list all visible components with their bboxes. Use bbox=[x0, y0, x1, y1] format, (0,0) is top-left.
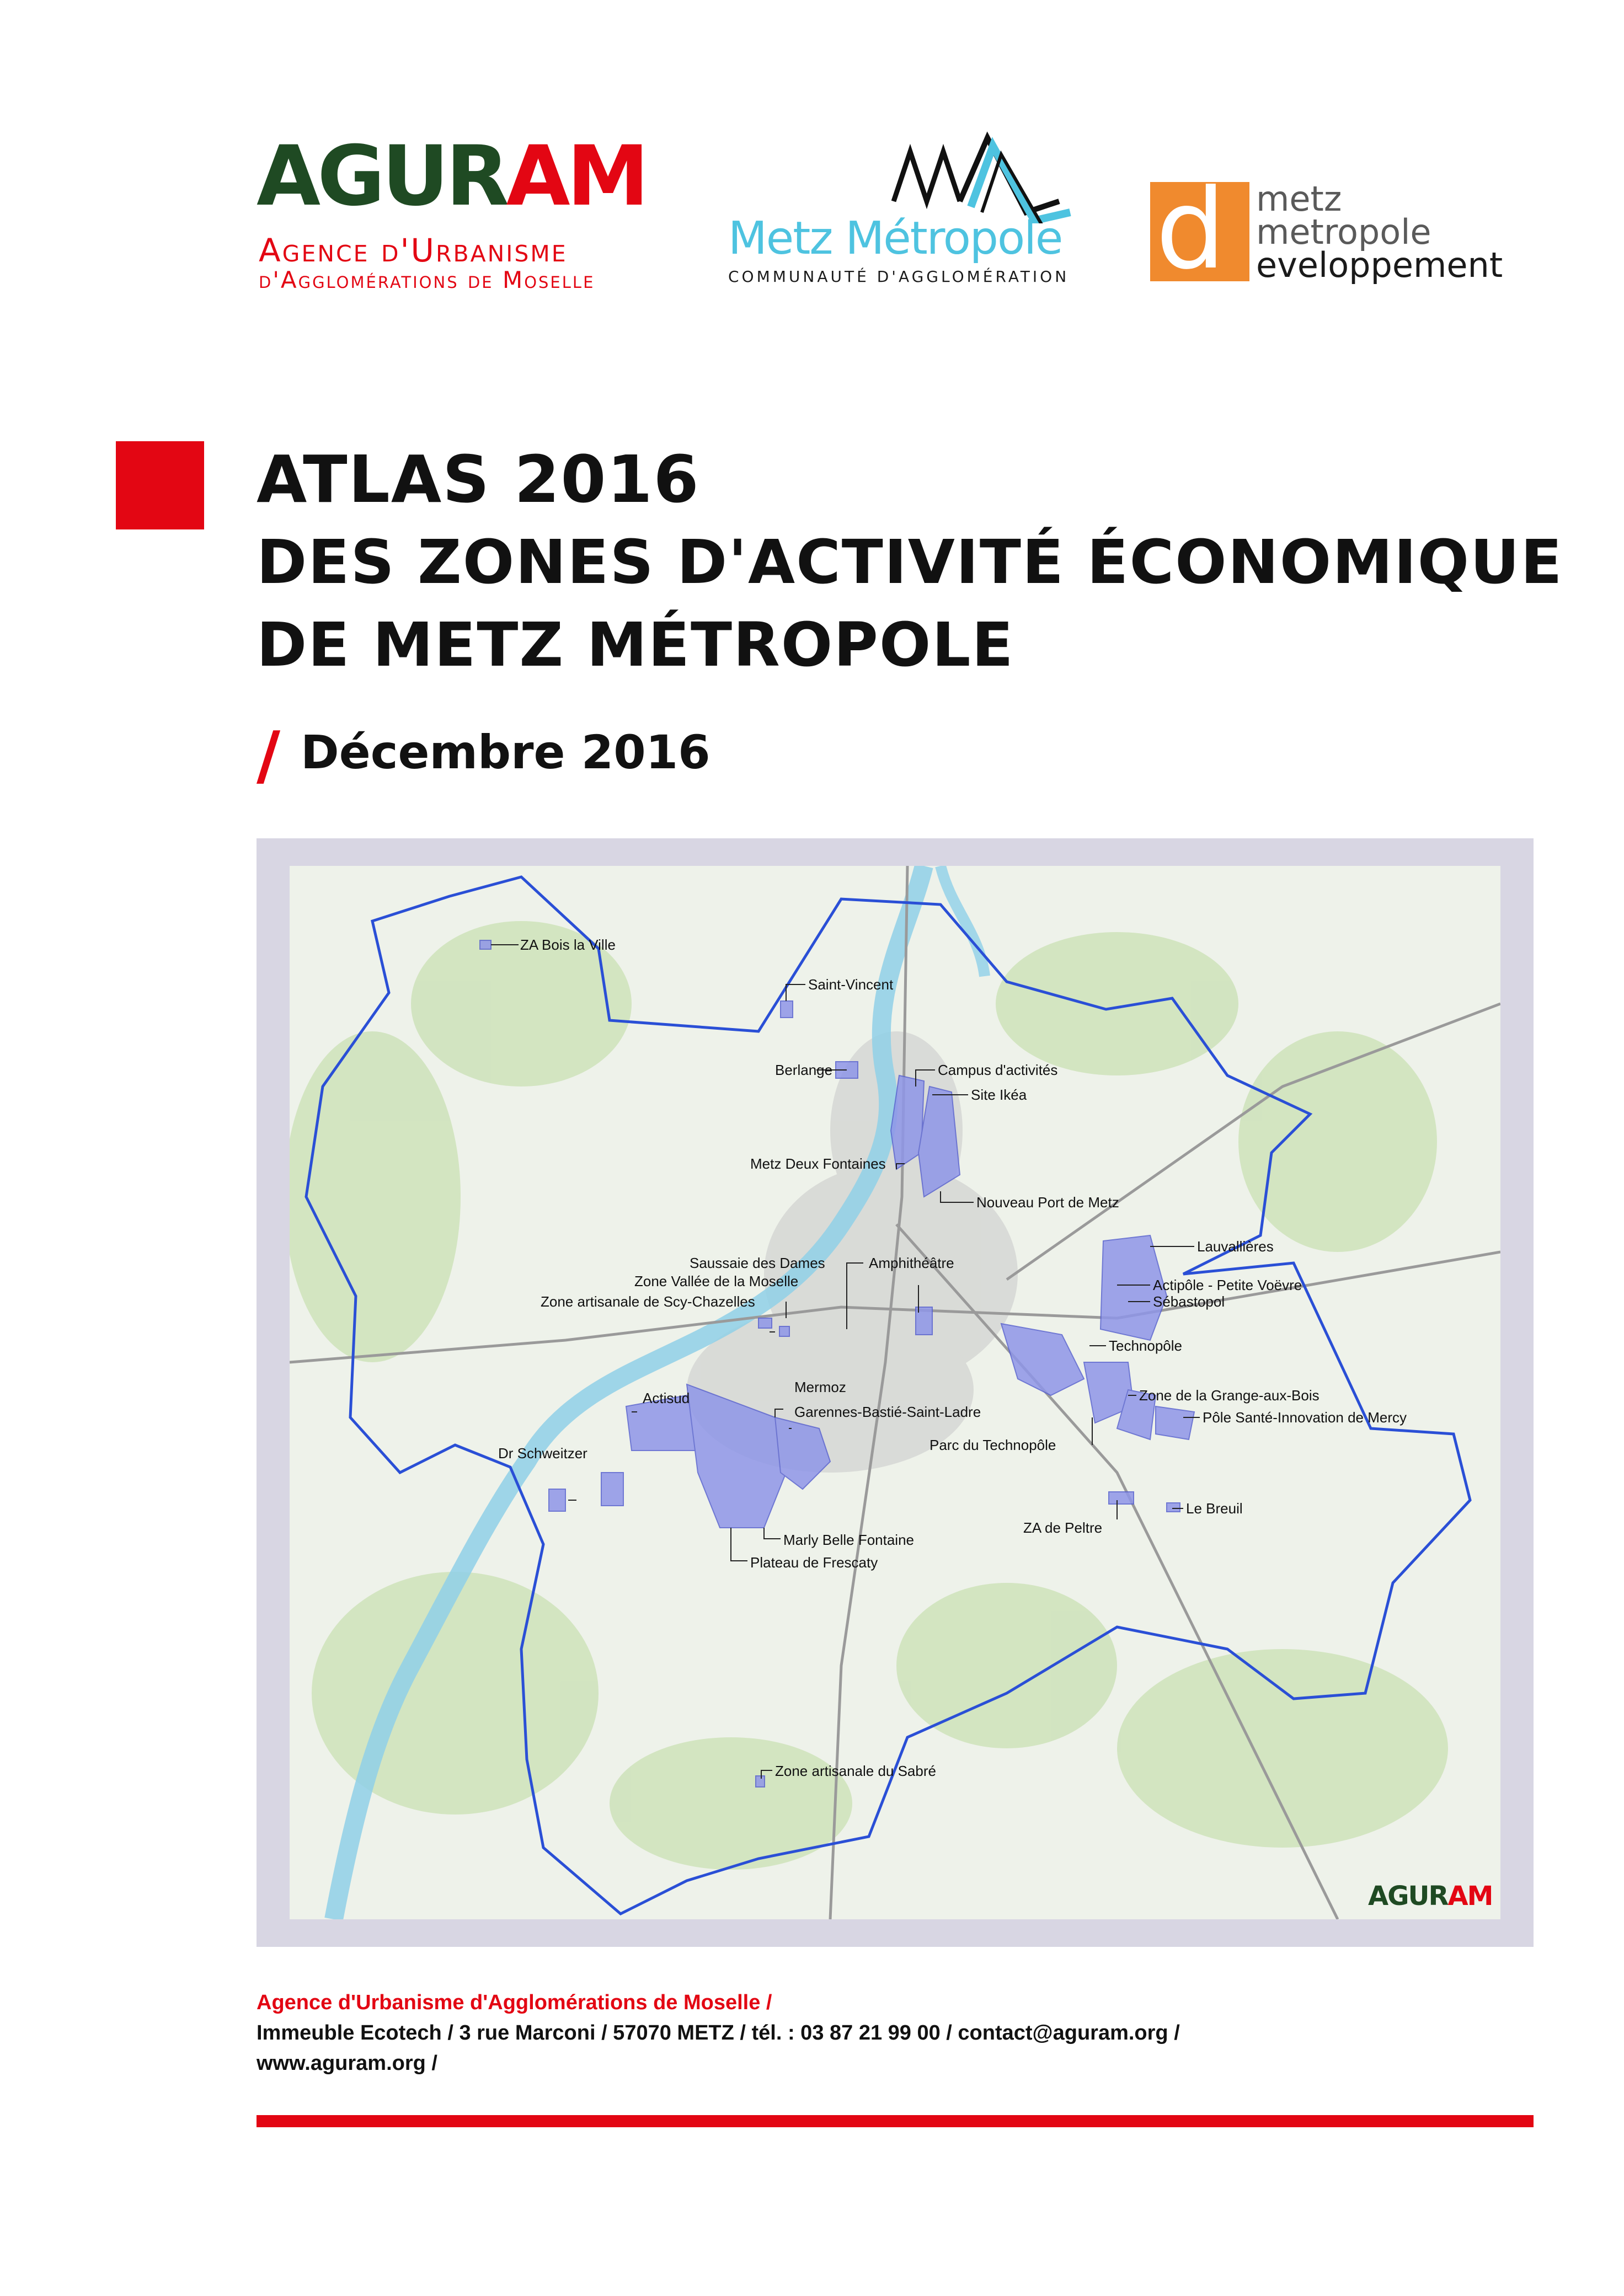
mmd-line2: metropole bbox=[1256, 212, 1431, 252]
map-canvas bbox=[290, 866, 1500, 1919]
map-label: Pôle Santé-Innovation de Mercy bbox=[1203, 1409, 1407, 1426]
map-label: Plateau de Frescaty bbox=[750, 1554, 878, 1571]
map-label: Saint-Vincent bbox=[808, 976, 894, 993]
metz-metropole-name: Metz Métropole bbox=[728, 212, 1062, 265]
map-label: Zone artisanale du Sabré bbox=[775, 1763, 936, 1779]
metz-metropole-developpement-logo bbox=[1150, 165, 1547, 294]
map-frame bbox=[257, 838, 1534, 1947]
mmd-line1: metz bbox=[1256, 179, 1342, 219]
footer-agency-name: Agence d'Urbanisme d'Agglomérations de Moselle / bbox=[257, 1991, 772, 2014]
date-slash: / bbox=[257, 717, 281, 793]
map-label: Parc du Technopôle bbox=[929, 1437, 1056, 1453]
map-label: Zone Vallée de la Moselle bbox=[634, 1273, 799, 1289]
map-label: Site Ikéa bbox=[971, 1087, 1027, 1103]
map-label: Sébastopol bbox=[1153, 1293, 1225, 1310]
mmd-line3: eveloppement bbox=[1256, 245, 1503, 285]
map-label: Marly Belle Fontaine bbox=[783, 1532, 914, 1548]
publication-date: Décembre 2016 bbox=[301, 725, 710, 779]
page-title-line1: ATLAS 2016 bbox=[257, 441, 700, 517]
footer-address: Immeuble Ecotech / 3 rue Marconi / 57070 METZ / tél. : 03 87 21 99 00 / contact@aguram.org / bbox=[257, 2021, 1180, 2045]
map-label: Mermoz bbox=[794, 1379, 846, 1395]
map-label: Berlange bbox=[775, 1062, 833, 1078]
aguram-line2: d'Agglomérations de Moselle bbox=[259, 266, 595, 293]
map-label: Saussaie des Dames bbox=[690, 1255, 825, 1271]
mmd-letter-box: d bbox=[1150, 182, 1249, 281]
footer-red-bar bbox=[257, 2115, 1534, 2127]
map-label: Actisud bbox=[643, 1390, 690, 1406]
map-label: Garennes-Bastié-Saint-Ladre bbox=[794, 1404, 981, 1420]
footer-website: www.aguram.org / bbox=[257, 2052, 437, 2075]
aguram-wordmark: AGURAM bbox=[257, 129, 646, 224]
map-label: Metz Deux Fontaines bbox=[750, 1155, 886, 1172]
metz-metropole-logo bbox=[728, 130, 1125, 295]
map-label: Technopôle bbox=[1109, 1337, 1182, 1354]
map-aguram-logo: AGURAM bbox=[1368, 1881, 1493, 1912]
map-label: ZA de Peltre bbox=[1023, 1519, 1103, 1536]
map-label: Le Breuil bbox=[1186, 1500, 1243, 1517]
map-label: Lauvallières bbox=[1197, 1238, 1274, 1255]
map-label: Zone artisanale de Scy-Chazelles bbox=[541, 1293, 755, 1310]
page-title-line3: DE METZ MÉTROPOLE bbox=[257, 609, 1014, 680]
map-label: Actipôle - Petite Voëvre bbox=[1153, 1277, 1302, 1293]
aguram-line1: Agence d'Urbanisme bbox=[259, 232, 568, 269]
map-label: ZA Bois la Ville bbox=[520, 936, 616, 953]
title-red-square bbox=[116, 441, 204, 529]
map-label: Zone de la Grange-aux-Bois bbox=[1139, 1387, 1319, 1404]
map-label: Dr Schweitzer bbox=[498, 1445, 587, 1462]
aguram-logo bbox=[257, 129, 709, 301]
metz-metropole-subtitle: COMMUNAUTÉ D'AGGLOMÉRATION bbox=[728, 267, 1070, 286]
map-label: Nouveau Port de Metz bbox=[976, 1194, 1119, 1211]
map-label: Amphithéâtre bbox=[869, 1255, 954, 1271]
page-title-line2: DES ZONES D'ACTIVITÉ ÉCONOMIQUE bbox=[257, 527, 1563, 597]
metz-metropole-emblem-icon bbox=[728, 130, 1125, 223]
map-label: Campus d'activités bbox=[938, 1062, 1058, 1078]
